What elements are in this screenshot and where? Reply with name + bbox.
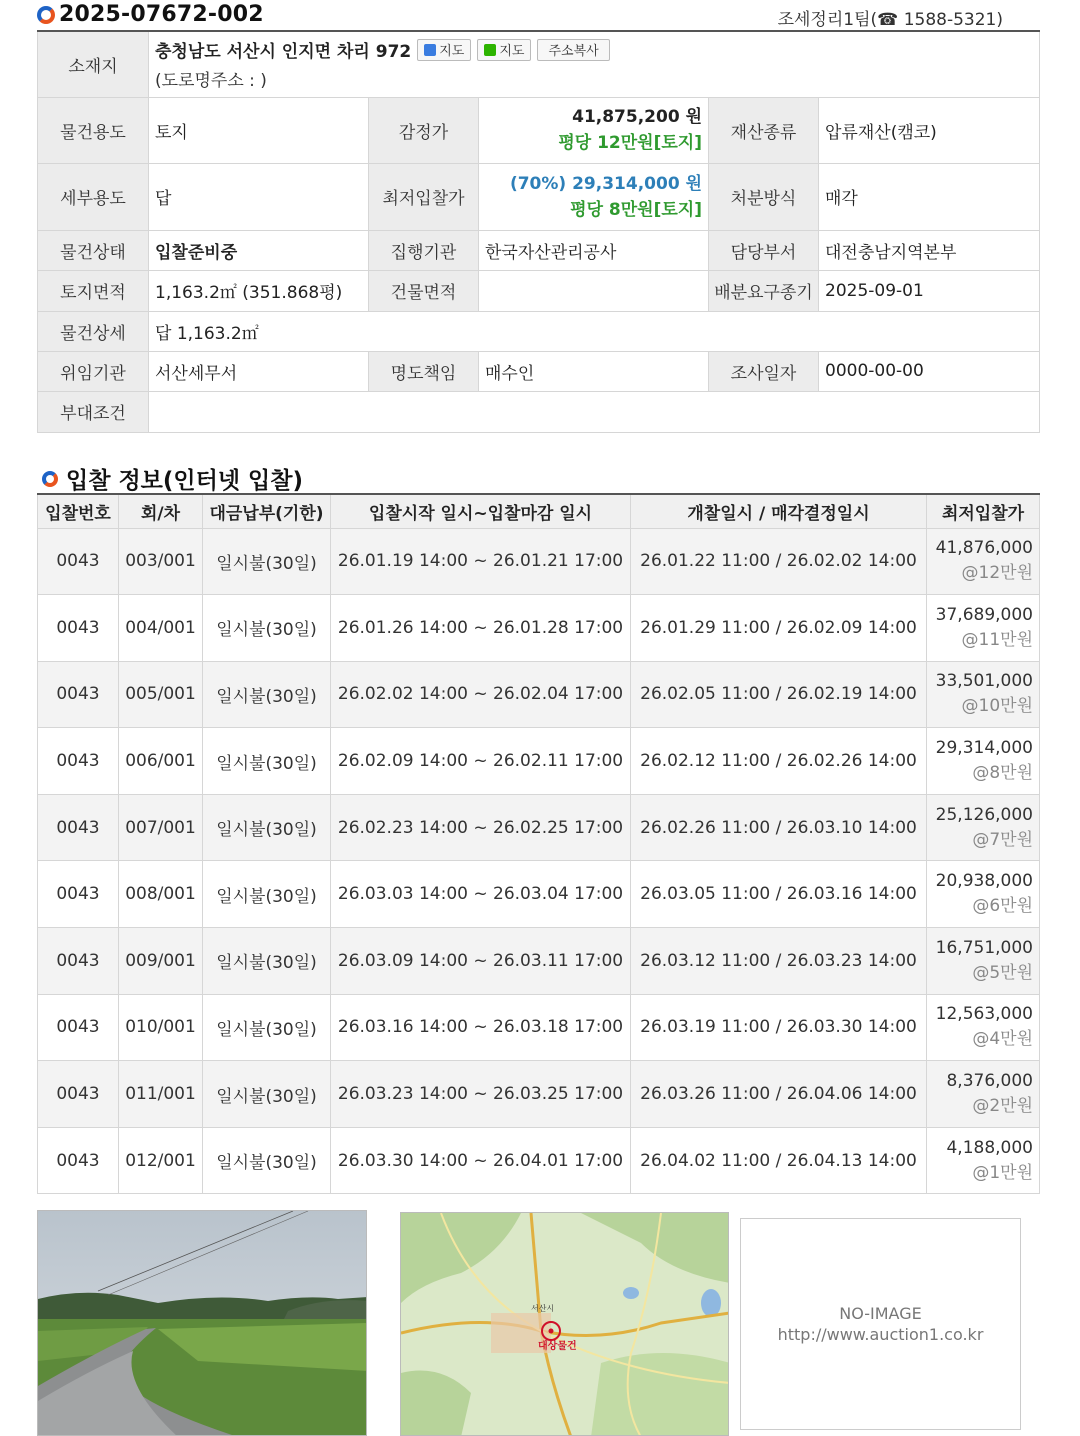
appraisal-cell [479,97,709,163]
bid-no-cell: 0043 [38,928,119,995]
min-price-value: 29,314,000 [935,738,1033,759]
no-image-url: http://www.auction1.co.kr [777,1325,984,1344]
round-cell: 006/001 [119,728,203,795]
round-cell: 011/001 [119,1061,203,1128]
usage-value: 토지 [149,97,369,163]
logo-icon [37,6,55,24]
usage-label: 물건용도 [38,97,149,163]
map-label-city: 서산시 [531,1304,555,1313]
map-label-target: 대상물건 [538,1341,577,1352]
round-cell: 010/001 [119,994,203,1061]
round-cell: 012/001 [119,1127,203,1194]
naver-logo-icon [484,44,496,56]
period-cell: 26.03.03 14:00 ~ 26.03.04 17:00 [331,861,631,928]
payment-cell: 일시불(30일) [203,794,331,861]
conditions-value [149,391,1040,432]
property-table [37,30,1040,433]
copy-address-button[interactable]: 주소복사 [537,39,609,61]
period-cell: 26.03.23 14:00 ~ 26.03.25 17:00 [331,1061,631,1128]
bid-no-cell: 0043 [38,794,119,861]
distribution-value: 2025-09-01 [819,270,1040,311]
period-cell: 26.01.19 14:00 ~ 26.01.21 17:00 [331,528,631,595]
survey-value: 0000-00-00 [819,351,1040,391]
bid-no-cell: 0043 [38,1127,119,1194]
bid-row[interactable] [38,728,1040,795]
price-per-pyeong: @5만원 [972,962,1033,983]
round-cell: 007/001 [119,794,203,861]
round-cell: 004/001 [119,595,203,662]
col-header-bid-no: 입찰번호 [38,494,119,528]
price-per-pyeong: @10만원 [961,696,1033,717]
round-cell: 009/001 [119,928,203,995]
bid-no-cell: 0043 [38,1061,119,1128]
min-bid-value: (70%) 29,314,000 원 [509,173,702,194]
no-image-placeholder [740,1218,1021,1430]
bid-row[interactable] [38,1061,1040,1128]
location-cell [149,31,1040,97]
field-road-photo-image [38,1211,367,1436]
min-price-cell [927,928,1040,995]
min-price-value: 12,563,000 [935,1004,1033,1025]
price-per-pyeong: @12만원 [961,563,1033,584]
no-image-title: NO-IMAGE [839,1304,922,1323]
min-price-value: 41,876,000 [935,538,1033,559]
payment-cell: 일시불(30일) [203,728,331,795]
min-price-cell [927,661,1040,728]
price-per-pyeong: @7만원 [972,829,1033,850]
payment-cell: 일시불(30일) [203,1127,331,1194]
department-label: 담당부서 [709,230,819,270]
land-area-label: 토지면적 [38,270,149,311]
disposal-label: 처분방식 [709,163,819,230]
appraisal-value: 41,875,200 원 [572,107,702,127]
opening-cell: 26.01.29 11:00 / 26.02.09 14:00 [631,595,927,662]
detail-usage-value: 답 [149,163,369,230]
bidding-title-text: 입찰 정보(인터넷 입찰) [66,468,304,494]
payment-cell: 일시불(30일) [203,595,331,662]
min-price-value: 16,751,000 [935,937,1033,958]
executor-label: 집행기관 [369,230,479,270]
delegator-value: 서산세무서 [149,351,369,391]
building-area-value [479,270,709,311]
opening-cell: 26.03.19 11:00 / 26.03.30 14:00 [631,994,927,1061]
payment-cell: 일시불(30일) [203,1061,331,1128]
case-number [37,2,264,27]
location-label: 소재지 [38,31,149,97]
min-price-value: 4,188,000 [946,1137,1033,1158]
bid-row[interactable] [38,661,1040,728]
appraisal-per-pyeong: 평당 12만원[토지] [558,133,702,153]
price-per-pyeong: @2만원 [972,1096,1033,1117]
location-map-image [401,1213,729,1436]
opening-cell: 26.03.26 11:00 / 26.04.06 14:00 [631,1061,927,1128]
bid-row[interactable] [38,595,1040,662]
department-value: 대전충남지역본부 [819,230,1040,270]
payment-cell: 일시불(30일) [203,528,331,595]
min-bid-label: 최저입찰가 [369,163,479,230]
case-number-text: 2025-07672-002 [59,2,264,27]
bid-no-cell: 0043 [38,528,119,595]
road-address: (도로명주소 : ) [155,71,267,92]
bid-row[interactable] [38,861,1040,928]
min-price-cell [927,1061,1040,1128]
opening-cell: 26.02.12 11:00 / 26.02.26 14:00 [631,728,927,795]
price-per-pyeong: @11만원 [961,629,1033,650]
col-header-opening: 개찰일시 / 매각결정일시 [631,494,927,528]
price-per-pyeong: @4만원 [972,1029,1033,1050]
min-price-value: 33,501,000 [935,671,1033,692]
min-bid-cell [479,163,709,230]
col-header-round: 회/차 [119,494,203,528]
asset-type-label: 재산종류 [709,97,819,163]
naver-map-label: 지도 [499,44,525,60]
opening-cell: 26.01.22 11:00 / 26.02.02 14:00 [631,528,927,595]
round-cell: 008/001 [119,861,203,928]
payment-cell: 일시불(30일) [203,994,331,1061]
team-contact: 조세정리1팀(☎ 1588-5321) [777,10,1003,30]
detail-label: 물건상세 [38,311,149,351]
disposal-value: 매각 [819,163,1040,230]
min-price-value: 37,689,000 [935,604,1033,625]
period-cell: 26.02.09 14:00 ~ 26.02.11 17:00 [331,728,631,795]
naver-map-button[interactable] [477,39,531,61]
opening-cell: 26.02.26 11:00 / 26.03.10 14:00 [631,794,927,861]
survey-label: 조사일자 [709,351,819,391]
land-area-value: 1,163.2㎡ (351.868평) [149,270,369,311]
payment-cell: 일시불(30일) [203,661,331,728]
executor-value: 한국자산관리공사 [479,230,709,270]
address: 충청남도 서산시 인지면 차리 972 [155,42,412,63]
min-price-cell [927,1127,1040,1194]
min-bid-per-pyeong: 평당 8만원[토지] [570,199,702,220]
delegator-label: 위임기관 [38,351,149,391]
opening-cell: 26.03.12 11:00 / 26.03.23 14:00 [631,928,927,995]
status-label: 물건상태 [38,230,149,270]
daum-map-label: 지도 [439,44,465,60]
col-header-min-price: 최저입찰가 [927,494,1040,528]
bid-no-cell: 0043 [38,861,119,928]
min-price-cell [927,794,1040,861]
bid-row[interactable] [38,1127,1040,1194]
min-price-cell [927,528,1040,595]
property-photo[interactable] [37,1210,367,1436]
bid-row[interactable] [38,794,1040,861]
round-cell: 003/001 [119,528,203,595]
min-price-value: 25,126,000 [935,804,1033,825]
opening-cell: 26.03.05 11:00 / 26.03.16 14:00 [631,861,927,928]
transfer-value: 매수인 [479,351,709,391]
round-cell: 005/001 [119,661,203,728]
asset-type-value: 압류재산(캠코) [819,97,1040,163]
min-price-cell [927,728,1040,795]
period-cell: 26.03.30 14:00 ~ 26.04.01 17:00 [331,1127,631,1194]
period-cell: 26.02.02 14:00 ~ 26.02.04 17:00 [331,661,631,728]
price-per-pyeong: @1만원 [972,1162,1033,1183]
opening-cell: 26.04.02 11:00 / 26.04.13 14:00 [631,1127,927,1194]
daum-logo-icon [424,44,436,56]
min-price-cell [927,861,1040,928]
bidding-table [37,493,1040,1194]
distribution-label: 배분요구종기 [709,270,819,311]
page-header [37,2,1039,30]
price-per-pyeong: @6만원 [972,896,1033,917]
col-header-payment: 대금납부(기한) [203,494,331,528]
bid-row[interactable] [38,994,1040,1061]
bidding-section-title [42,462,303,495]
period-cell: 26.01.26 14:00 ~ 26.01.28 17:00 [331,595,631,662]
min-price-cell [927,994,1040,1061]
transfer-label: 명도책임 [369,351,479,391]
min-price-value: 20,938,000 [935,871,1033,892]
period-cell: 26.03.16 14:00 ~ 26.03.18 17:00 [331,994,631,1061]
detail-value: 답 1,163.2㎡ [149,311,1040,351]
bid-row[interactable] [38,928,1040,995]
status-value: 입찰준비중 [149,230,369,270]
location-map[interactable] [400,1212,729,1436]
bid-no-cell: 0043 [38,728,119,795]
min-price-value: 8,376,000 [946,1071,1033,1092]
section-icon [42,471,58,487]
col-header-period: 입찰시작 일시~입찰마감 일시 [331,494,631,528]
period-cell: 26.03.09 14:00 ~ 26.03.11 17:00 [331,928,631,995]
bid-no-cell: 0043 [38,595,119,662]
building-area-label: 건물면적 [369,270,479,311]
bid-row[interactable] [38,528,1040,595]
payment-cell: 일시불(30일) [203,928,331,995]
bid-no-cell: 0043 [38,661,119,728]
price-per-pyeong: @8만원 [972,763,1033,784]
payment-cell: 일시불(30일) [203,861,331,928]
opening-cell: 26.02.05 11:00 / 26.02.19 14:00 [631,661,927,728]
period-cell: 26.02.23 14:00 ~ 26.02.25 17:00 [331,794,631,861]
bid-no-cell: 0043 [38,994,119,1061]
detail-usage-label: 세부용도 [38,163,149,230]
min-price-cell [927,595,1040,662]
conditions-label: 부대조건 [38,391,149,432]
daum-map-button[interactable] [417,39,471,61]
appraisal-label: 감정가 [369,97,479,163]
